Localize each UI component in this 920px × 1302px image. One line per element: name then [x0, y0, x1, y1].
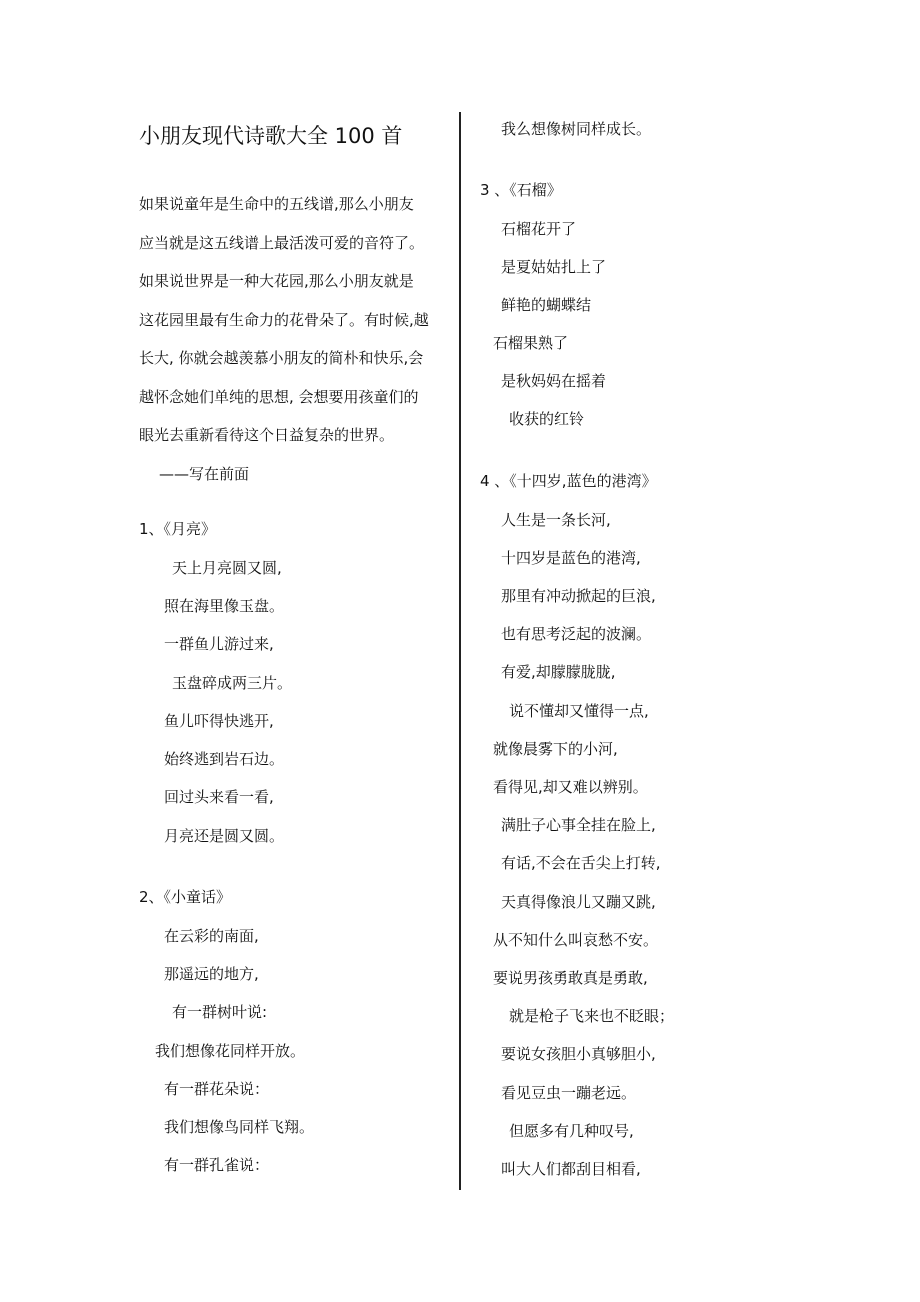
poem-line: 从不知什么叫哀愁不安。 [493, 931, 659, 949]
intro-line: 如果说童年是生命中的五线谱,那么小朋友 [139, 195, 414, 213]
poem-line: 鲜艳的蝴蝶结 [501, 296, 592, 314]
poem-line: 石榴花开了 [501, 220, 577, 238]
poem-line: 天上月亮圆又圆, [172, 559, 282, 577]
poem-line: 叫大人们都刮目相看, [501, 1160, 641, 1178]
poem-line: 石榴果熟了 [493, 334, 569, 352]
poem-line: 有一群树叶说: [172, 1003, 268, 1021]
poem-heading: 4 、《十四岁,蓝色的港湾》 [480, 472, 657, 490]
poem-line: 要说女孩胆小真够胆小, [501, 1045, 656, 1063]
intro-paragraph [139, 185, 457, 493]
poem-line: 回过头来看一看, [164, 788, 274, 806]
poem-line: 在云彩的南面, [164, 927, 259, 945]
intro-line: 眼光去重新看待这个日益复杂的世界。 [139, 426, 395, 444]
poem-line: 一群鱼儿游过来, [164, 635, 274, 653]
intro-signature: ——写在前面 [159, 464, 250, 483]
poem-line: 始终逃到岩石边。 [164, 750, 285, 768]
poem-line: 就是枪子飞来也不眨眼； [509, 1007, 675, 1025]
poem-line: 收获的红铃 [509, 410, 585, 428]
intro-line: 越怀念她们单纯的思想, 会想要用孩童们的 [139, 387, 419, 406]
poem-line: 就像晨雾下的小河, [493, 740, 618, 758]
poem-heading: 3 、《石榴》 [480, 181, 562, 199]
poem-line: 我么想像树同样成长。 [501, 120, 652, 138]
poem-line: 是秋妈妈在摇着 [501, 372, 607, 390]
poem-line: 人生是一条长河, [501, 511, 611, 529]
poem-line: 有话,不会在舌尖上打转, [501, 854, 661, 872]
poem-line: 我们想像花同样开放。 [155, 1042, 306, 1060]
poem-line: 是夏姑姑扎上了 [501, 258, 607, 276]
intro-line: 这花园里最有生命力的花骨朵了。有时候,越 [139, 310, 429, 329]
poem-heading: 1、《月亮》 [139, 520, 217, 538]
page-title: 小朋友现代诗歌大全 100 首 [139, 124, 403, 148]
intro-line: 如果说世界是一种大花园,那么小朋友就是 [139, 272, 414, 290]
poem-line: 满肚子心事全挂在脸上, [501, 816, 656, 834]
poem-line: 要说男孩勇敢真是勇敢, [493, 969, 648, 987]
poem-line: 照在海里像玉盘。 [164, 597, 285, 615]
poem-line: 玉盘碎成两三片。 [172, 674, 293, 692]
poem-line: 有一群孔雀说： [164, 1156, 270, 1174]
poem-line: 鱼儿吓得快逃开, [164, 712, 274, 730]
poem-line: 但愿多有几种叹号, [509, 1122, 634, 1140]
poem-line: 有一群花朵说： [164, 1080, 270, 1098]
poem-line: 那里有冲动掀起的巨浪, [501, 587, 656, 605]
poem-line: 看得见,却又难以辨别。 [493, 778, 648, 796]
poem-heading: 2、《小童话》 [139, 888, 232, 906]
poem-line: 十四岁是蓝色的港湾, [501, 549, 641, 567]
poem-line: 天真得像浪儿又蹦又跳, [501, 893, 656, 911]
poem-line: 我们想像鸟同样飞翔。 [164, 1118, 315, 1136]
poem-line: 说不懂却又懂得一点, [509, 702, 649, 720]
intro-line: 长大, 你就会越羡慕小朋友的简朴和快乐,会 [139, 349, 424, 367]
poem-line: 也有思考泛起的波澜。 [501, 625, 652, 643]
poem-line: 那遥远的地方, [164, 965, 259, 983]
column-divider [459, 112, 461, 1190]
poem-line: 月亮还是圆又圆。 [164, 827, 285, 845]
poem-line: 有爱,却朦朦胧胧, [501, 663, 616, 681]
intro-line: 应当就是这五线谱上最活泼可爱的音符了。 [139, 233, 425, 252]
poem-line: 看见豆虫一蹦老远。 [501, 1084, 637, 1102]
